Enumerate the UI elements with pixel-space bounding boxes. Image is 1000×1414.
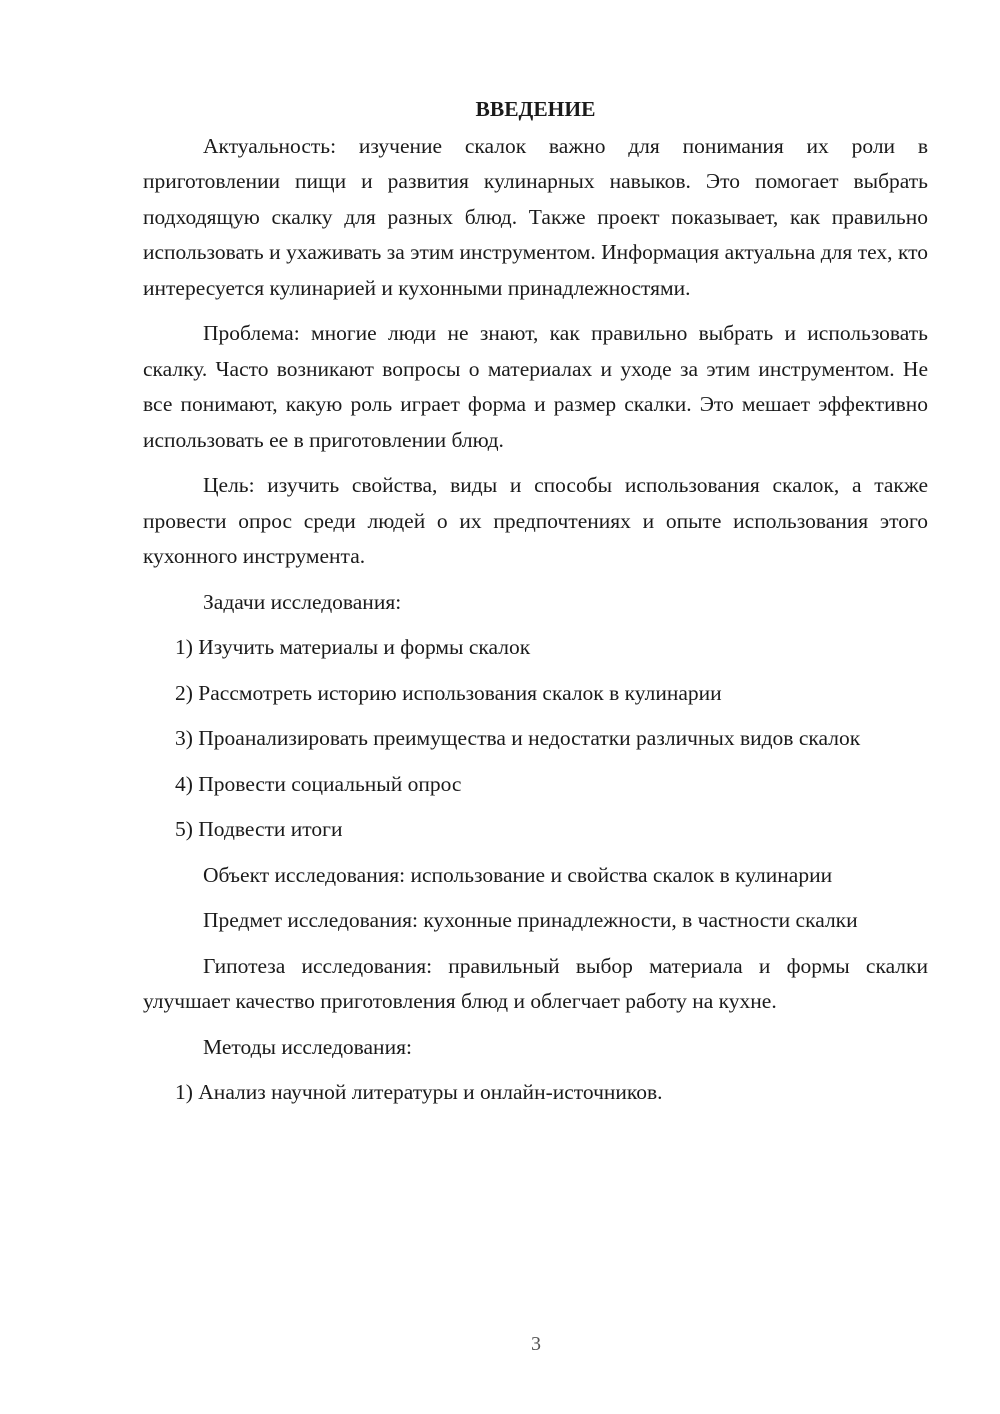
page-title: ВВЕДЕНИЕ [475, 97, 596, 121]
object-paragraph: Объект исследования: использование и свойства скалок в кулинарии [203, 862, 833, 887]
task-item: 5) Подвести итоги [175, 817, 343, 841]
page-number: 3 [531, 1333, 541, 1355]
subject-paragraph: Предмет исследования: кухонные принадлежности, в частности скалки [203, 908, 858, 932]
relevance-paragraph: Актуальность: изучение скалок важно для понимания их роли в приготовлении пищи и развития кулинарных навыков. Это помогает выбрать подходящую скалку для разных блюд. Также проект показывает, как правильно использовать и ухаживать за этим инструментом. Информация актуальна для тех, кто интересуется кулинарией и кухонными принадлежностями. [143, 133, 928, 300]
task-item: 4) Провести социальный опрос [175, 771, 462, 796]
task-item: 3) Проанализировать преимущества и недостатки различных видов скалок [175, 726, 861, 750]
hypothesis-paragraph: Гипотеза исследования: правильный выбор материала и формы скалки улучшает качество приготовления блюд и облегчает работу на кухне. [143, 953, 928, 1013]
task-item: 2) Рассмотреть историю использования скалок в кулинарии [175, 680, 722, 705]
task-item: 1) Изучить материалы и формы скалок [175, 635, 531, 659]
page-content [143, 92, 928, 1121]
methods-heading: Методы исследования: [203, 1034, 412, 1059]
goal-paragraph: Цель: изучить свойства, виды и способы использования скалок, а также провести опрос среди людей о их предпочтениях и опыте использования этого кухонного инструмента. [143, 473, 928, 568]
tasks-heading: Задачи исследования: [203, 589, 402, 614]
problem-paragraph: Проблема: многие люди не знают, как правильно выбрать и использовать скалку. Часто возникают вопросы о материалах и уходе за этим инструментом. Не все понимают, какую роль играет форма и размер скалки. Это мешает эффективно использовать ее в приготовлении блюд. [143, 321, 928, 452]
method-item: 1) Анализ научной литературы и онлайн-источников. [175, 1080, 663, 1104]
